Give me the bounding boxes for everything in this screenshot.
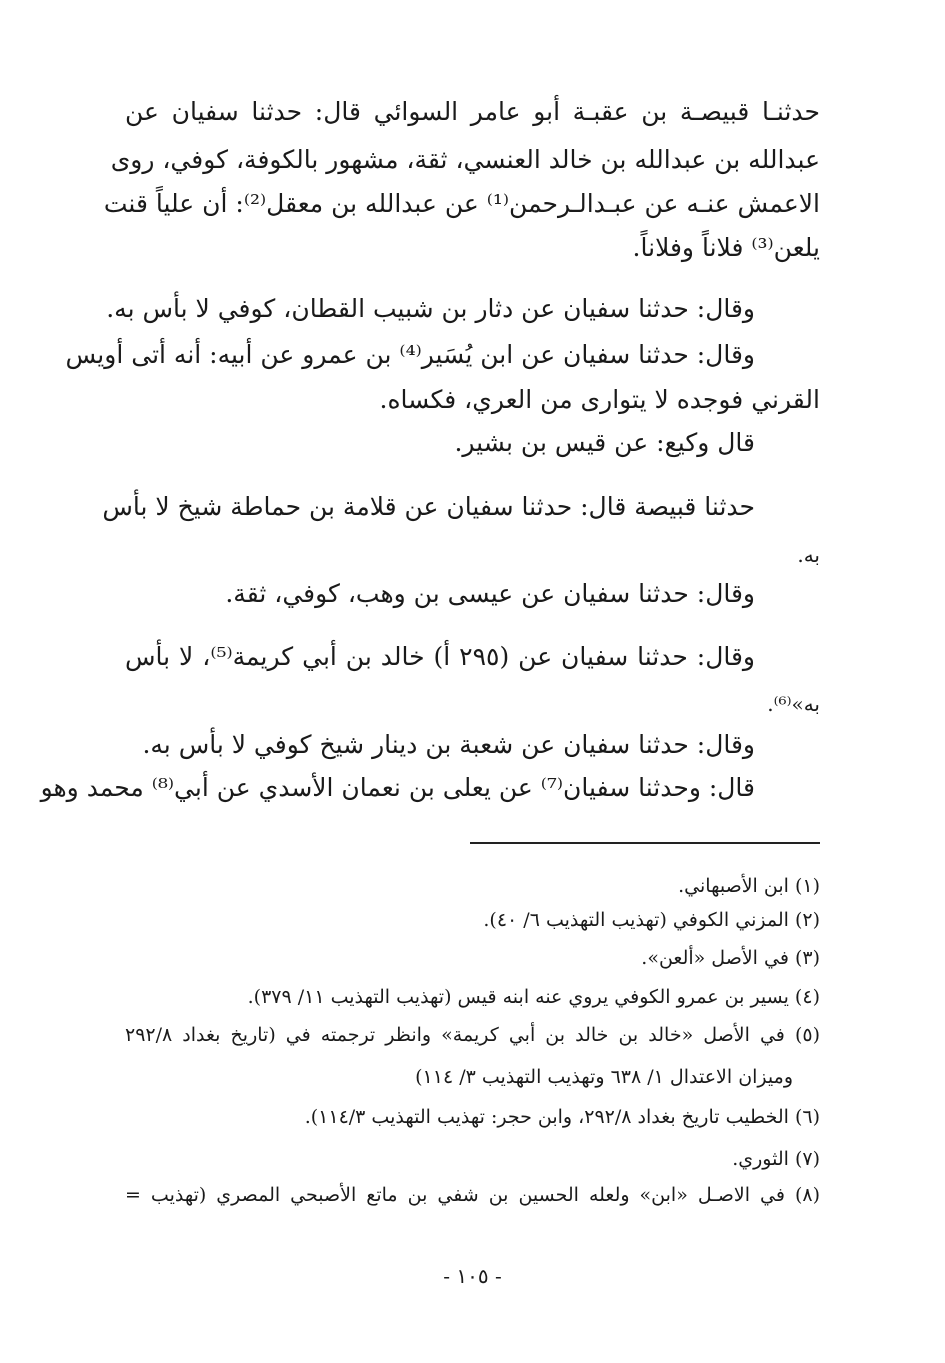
body-line-6: وقال: حدثنا سفيان عن ابن يُسَير⁽⁴⁾ بن عمرو عن أبيه: أنه أتى أويس <box>65 340 755 369</box>
footnote-3: (٣) في الأصل «ألعن». <box>641 947 820 969</box>
body-line-1: حدثنـا قبيصـة بن عقبـة أبو عامر السوائي قال: حدثنا سفيان عن <box>125 97 820 126</box>
body-line-13: به»⁽⁶⁾. <box>767 692 820 716</box>
footnote-divider <box>470 842 820 844</box>
body-line-7: القرني فوجده لا يتوارى من العري، فكساه. <box>379 385 820 414</box>
body-line-4: يلعن⁽³⁾ فلاناً وفلاناً. <box>632 233 820 262</box>
footnote-5: (٥) في الأصل «خالد بن خالد بن أبي كريمة» وانظر ترجمته في (تاريخ بغداد ٢٩٢/٨ <box>125 1024 820 1046</box>
body-line-9: حدثنا قبيصة قال: حدثنا سفيان عن قلامة بن حماطة شيخ لا بأس <box>102 492 755 521</box>
body-line-8: قال وكيع: عن قيس بن بشير. <box>454 428 755 457</box>
body-line-2: عبدالله بن عبدالله بن خالد العنسي، ثقة، مشهور بالكوفة، كوفي، روى <box>110 145 820 174</box>
footnote-2: (٢) المزني الكوفي (تهذيب التهذيب ٦/ ٤٠). <box>483 909 820 931</box>
footnote-8: (٨) في الاصـل «ابن» ولعله الحسين بن شفي بن ماتع الأصبحي المصري (تهذيب = <box>125 1184 820 1206</box>
body-line-3: الاعمش عنـه عن عبـدالـرحمن⁽¹⁾ عن عبدالله بن معقل⁽²⁾: أن علياً قنت <box>103 189 820 218</box>
footnote-1: (١) ابن الأصبهاني. <box>678 875 820 897</box>
page-number: - ١٠٥ - <box>443 1264 502 1288</box>
body-line-5: وقال: حدثنا سفيان عن دثار بن شبيب القطان، كوفي لا بأس به. <box>106 294 755 323</box>
footnote-6: (٦) الخطيب تاريخ بغداد ٢٩٢/٨، وابن حجر: تهذيب التهذيب ١١٤/٣). <box>304 1106 820 1128</box>
body-line-14: وقال: حدثنا سفيان عن شعبة بن دينار شيخ كوفي لا بأس به. <box>142 730 755 759</box>
footnote-5-continued: وميزان الاعتدال ١/ ٦٣٨ وتهذيب التهذيب ٣/ ١١٤) <box>415 1066 793 1088</box>
body-line-12: وقال: حدثنا سفيان عن (٢٩٥ أ) خالد بن أبي كريمة⁽⁵⁾، لا بأس <box>125 642 756 671</box>
footnote-4: (٤) يسير بن عمرو الكوفي يروي عنه ابنه قيس (تهذيب التهذيب ١١/ ٣٧٩). <box>247 986 820 1008</box>
footnote-7: (٧) الثوري. <box>732 1148 820 1170</box>
body-line-15: قال: وحدثنا سفيان⁽⁷⁾ عن يعلى بن نعمان الأسدي عن أبي⁽⁸⁾ محمد وهو <box>40 773 755 802</box>
body-line-11: وقال: حدثنا سفيان عن عيسى بن وهب، كوفي، ثقة. <box>225 579 755 608</box>
body-line-10: به. <box>797 543 820 567</box>
